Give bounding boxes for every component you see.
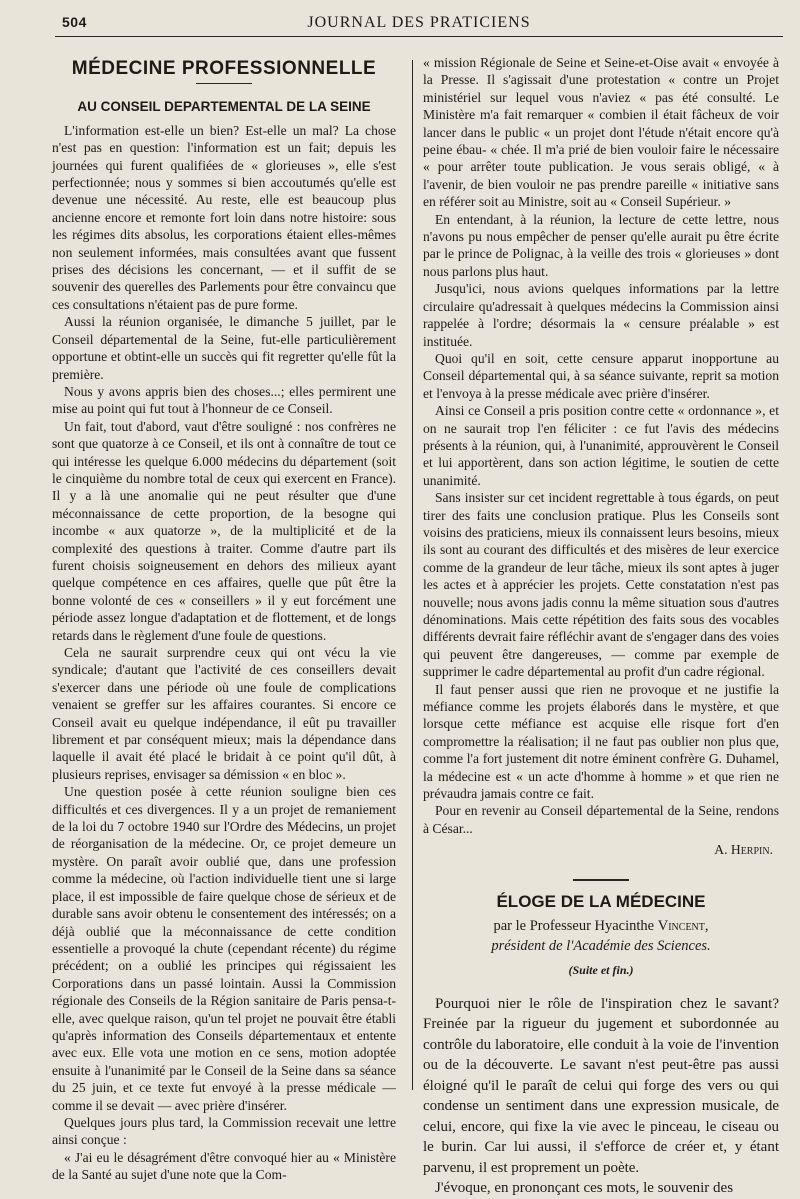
- byline-prefix: par le Professeur Hyacinthe: [493, 918, 655, 935]
- page-header: [55, 10, 783, 34]
- byline-author: Vincent,: [657, 918, 709, 935]
- paragraph: Il faut penser aussi que rien ne provoque et ne justifie la méfiance comme les projets élaborés dans le mystère, et que lorsque cette méfiance est acquise elle risque fort d'en compromettre la réalisation; il ne faut pas oublier non plus que, comme l'a fort justement dit notre éminent confrère G. Duhamel, la médecine est « un acte d'homme à homme » et que rien ne prévaudra jamais contre ce fait.: [423, 681, 779, 802]
- letter-quote: « mission Régionale de Seine et Seine-et-Oise avait « envoyée à la Presse. Il s'agissait d'une protestation « contre un Projet ministériel sur lequel vous n'aviez « pas été consulté. Le Ministère m'a fait remarquer « combien il était fâcheux de voir lancer dans le public « un projet dont l'étude n'était encore qu'à peine ébau- « chée. Il m'a prié de bien vouloir faire le nécessaire « pour arrêter toute publication. Je vous serais obligé, « à l'avenir, de bien vouloir ne pas prendre pareille « initiative sans en référer soit au Ministre, soit au « Conseil Supérieur. »: [423, 55, 779, 210]
- paragraph: Ainsi ce Conseil a pris position contre cette « ordonnance », et on ne saurait trop l'en féliciter : ce fut l'avis des médecins présents à la réunion, qui, à l'unanimité, approuvèrent le Conseil et lui apportèrent, dans son action légitime, le soutien de cette unanimité.: [423, 403, 779, 488]
- byline: [423, 916, 779, 936]
- article-title: ÉLOGE DE LA MÉDECINE: [496, 891, 706, 911]
- paragraph: Une question posée à cette réunion souligne bien ces difficultés et ces divergences. Il y a un projet de remaniement de la loi du 7 octobre 1940 sur l'Ordre des Médecins, un projet de réorganisation de la médecine. Or, ce projet demeure un mystère. On paraît avoir oublié que, dans une profession comme la médecine, où l'action individuelle tient une si large place, il est impossible de faire quelque chose de sérieux et de durable sans avoir obtenu le consentement des intéressés; on a déjà oublié que la méconnaissance de cette condition essentielle a provoqué la chute (cependant récente) du régime précédent; on a oublié les principes qui régissaient les Corporations dans un passé lointain. Aussi la Commission régionale des Conseils de la Région sanitaire de Paris pensa-t-elle, avec quelque raison, qu'un tel projet ne pouvait être établi qu'après information des Conseils départementaux et entente avec eux. Elle vota une motion en ce sens, motion adoptée ensuite à l'unanimité par le Conseil de la Seine dans sa séance du 25 juin, et ce texte fut envoyé à la presse médicale — comme il se devait — avec prière d'insérer.: [52, 784, 396, 1113]
- paragraph: Sans insister sur cet incident regrettable à tous égards, on peut tirer des faits une conclusion pratique. Plus les Conseils sont voisins des praticiens, mieux ils connaissent leurs besoins, mieux ils sont au courant des difficultés et des misères de leur exercice comme de la grandeur de leur tâche, mieux ils sont aptes à juger les actes et à apprécier les projets. Cette constatation n'est pas nouvelle; nous avons jadis connu la même situation sous d'autres dénominations. Mais cette répétition des faits sous des vocables différents devrait faire réfléchir avant de s'engager dans des voies qui peuvent être dangereuses, — comme par exemple de supprimer le cadre départemental au profit d'un cadre régional.: [423, 490, 779, 680]
- article-divider: [573, 879, 629, 881]
- section-title: MÉDECINE PROFESSIONNELLE: [71, 58, 377, 79]
- continuation-note: (Suite et fin.): [568, 963, 634, 978]
- paragraph: Cela ne saurait surprendre ceux qui ont vécu la vie syndicale; d'autant que l'activité de ces conseillers devait s'exercer dans une période où une foule de complications venaient se greffer sur les affaires courantes. Si encore ce Conseil avait eu quelque indépendance, il eût pu travailler librement et par conséquent mieux; mais la dépendance dans laquelle il avait été placé le bridait à ce point qu'il dût, à plusieurs reprises, envisager sa démission « en bloc ».: [52, 645, 396, 782]
- paragraph: Aussi la réunion organisée, le dimanche 5 juillet, par le Conseil départemental de la Seine, fut-elle particulièrement opportune et obtint-elle un succès qui fit regretter qu'elle fût la première.: [52, 314, 396, 382]
- paragraph: Un fait, tout d'abord, vaut d'être souligné : nos confrères ne sont que quatorze à ce Conseil, et ils ont à connaître de tout ce qui intéresse les quelque 6.000 médecins du département (soit le cinquième du nombre total de ceux qui exercent en France). Il y a là une anomalie qui ne peut résulter que d'une méconnaissance de cette proportion, de la besogne qui incombe « aux quatorze », de la multiplicité et de la complexité des questions à traiter. Comme d'autre part ils furent choisis soigneusement en dehors des milieux ayant quelque compétence en ces affaires, quelle que pût être la bonne volonté de ces « conseillers » il y eut forcément une période assez longue d'adaptation et de flottement, et de longs retards dans le règlement d'une foule de questions.: [52, 418, 396, 643]
- author-signature: A. Herpin.: [714, 842, 773, 858]
- paragraph: Pour en revenir au Conseil départemental de la Seine, rendons à César...: [423, 803, 779, 836]
- paragraph: Quelques jours plus tard, la Commission recevait une lettre ainsi conçue :: [52, 1114, 396, 1148]
- byline-role: président de l'Académie des Sciences.: [491, 938, 711, 955]
- paragraph: J'évoque, en prononçant ces mots, le souvenir des: [435, 1180, 734, 1196]
- article-body: [423, 994, 779, 1199]
- title-rule: [196, 83, 252, 84]
- journal-title: JOURNAL DES PRATICIENS: [307, 14, 531, 31]
- right-column: [423, 54, 779, 1199]
- paragraph: Nous y avons appris bien des choses...; elles permirent une mise au point qui fut tout à l'honneur de ce Conseil.: [52, 383, 396, 417]
- paragraph: En entendant, à la réunion, la lecture de cette lettre, nous n'avons pu nous empêcher de penser qu'elle aurait pu être écrite par le prince de Polignac, à la veille des trois « glorieuses » dont nous parlons plus haut.: [423, 211, 779, 279]
- paragraph: Quoi qu'il en soit, cette censure apparut inopportune au Conseil départemental qui, à sa séance suivante, reprit sa motion et l'envoya à la presse médicale avec prière d'insérer.: [423, 350, 779, 401]
- subsection-title: AU CONSEIL DEPARTEMENTAL DE LA SEINE: [77, 99, 371, 115]
- left-column: [52, 54, 396, 1184]
- paragraph: Jusqu'ici, nous avions quelques informations par la lettre circulaire qu'adressait à quelques médecins la Commission ainsi rappelée à l'ordre; désormais la « censure préalable » est instituée.: [423, 281, 779, 349]
- paragraph: Pourquoi nier le rôle de l'inspiration chez le savant? Freinée par la rigueur du jugement et subordonnée au contrôle du laboratoire, elle conduit à la voie de l'invention ou de la découverte. Le savant n'est peut-être pas aussi éloigné qu'il le paraît de celui qui forge des vers ou qui condense un sentiment dans une expression musicale, de celui, encore, qui fixe la vie avec le pinceau, le ciseau ou le burin. Car lui aussi, il s'efforce de créer et, y étant parvenu, il est proprement un poète.: [423, 995, 779, 1176]
- column-divider: [412, 60, 413, 1090]
- header-rule: [55, 36, 783, 37]
- paragraph: « J'ai eu le désagrément d'être convoqué hier au « Ministère de la Santé au sujet d'une note que la Com-: [52, 1149, 396, 1183]
- paragraph: L'information est-elle un bien? Est-elle un mal? La chose n'est pas en question: l'information est un fait; depuis les journées qui furent qualifiées de « glorieuses », elle s'est perfectionnée; nous y sommes si bien accoutumés qu'elle est devenue une nécessité. Au reste, elle est beaucoup plus ancienne encore et remonte fort loin dans notre histoire: sous les régimes dits absolus, les corporations étaient elles-mêmes non seulement informées, mais consultées avant que fussent prises des décisions les concernant, — et il suffit de se souvenir des querelles des Parlements pour être convaincu que ces consultations n'étaient pas de pure forme.: [52, 122, 396, 312]
- page-number: 504: [62, 14, 87, 30]
